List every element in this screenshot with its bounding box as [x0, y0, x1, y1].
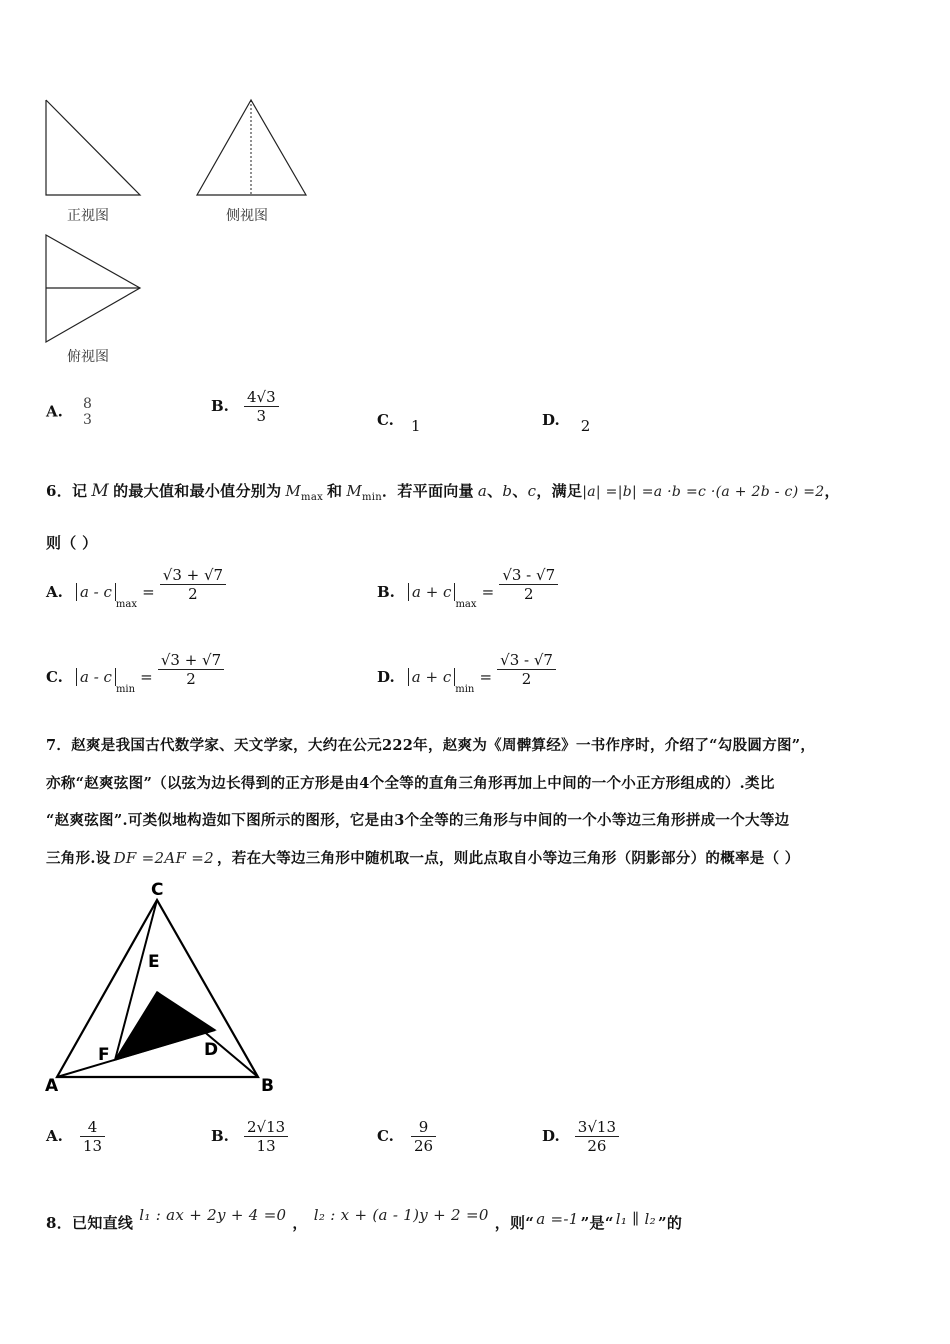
fraction: $\frac{3√13}{26}$ — [575, 1118, 619, 1155]
q7-option-d[interactable]: D. $\frac{3√13}{26}$ — [542, 1118, 619, 1155]
abs-expr: a - c — [76, 668, 116, 686]
option-letter: B. — [211, 397, 229, 415]
q6-then: 则（ ） — [46, 534, 98, 552]
fraction: $\frac{2√13}{13}$ — [244, 1118, 288, 1155]
q5-option-b[interactable] — [211, 388, 279, 425]
given-condition: DF =2AF =2 — [113, 849, 214, 867]
q6-stem: 6．记 M 的最大值和最小值分别为 $M_{max}$ 和 $M_{min}$．若平面向量 a、b、c，满足|a| =|b| =a ·b =c ·(a + 2b - c) =2， — [46, 481, 840, 503]
front-view-label: 正视图 — [67, 208, 109, 224]
label-a: A — [45, 1076, 59, 1096]
q6-option-a[interactable]: A. a - $c_{max}$ = $\frac{√3 + √7}{2}$ — [46, 566, 226, 603]
q8-stem: 8．已知直线 l₁ : ax + 2y + 4 =0 ， l₂ : x + (a - 1)y + 2 =0 ，则“ a =-1 ”是“ l₁ ∥ l₂ ”的 — [46, 1206, 683, 1232]
abs-expr: a - c — [76, 583, 116, 601]
label-f: F — [98, 1045, 110, 1065]
parallel-condition: l₁ ∥ l₂ — [615, 1210, 656, 1228]
label-d: D — [204, 1040, 219, 1060]
option-letter: C. — [377, 411, 394, 429]
fraction: $\frac{√3 - √7}{2}$ — [497, 651, 556, 688]
line-l1: l₁ : ax + 2y + 4 =0 — [139, 1206, 287, 1224]
m-max: M — [285, 482, 302, 500]
q7-line4: 三角形.设 DF =2AF =2 ，若在大等边三角形中随机取一点，则此点取自小等边三角形（阴影部分）的概率是（ ） — [46, 849, 800, 867]
zhao-shuang-figure — [40, 875, 290, 1100]
option-letter: A. — [46, 402, 63, 421]
q5-option-a[interactable] — [46, 396, 95, 428]
line-l2: l₂ : x + (a - 1)y + 2 =0 — [313, 1206, 489, 1224]
option-value: 1 — [411, 417, 421, 435]
side-view-label: 侧视图 — [226, 208, 268, 224]
condition-a: a =-1 — [536, 1210, 579, 1228]
top-view-label: 俯视图 — [67, 349, 109, 365]
option-value: 2 — [580, 417, 591, 435]
fraction: $\frac{4}{13}$ — [80, 1118, 105, 1155]
q7-option-b[interactable]: B. $\frac{2√13}{13}$ — [211, 1118, 288, 1155]
fraction: 8 3 — [82, 396, 92, 428]
front-view-figure — [40, 95, 150, 200]
abs-expr: a + c — [408, 668, 455, 686]
label-c: C — [151, 880, 164, 900]
q7-line3: “赵爽弦图”.可类似地构造如下图所示的图形，它是由3个全等的三角形与中间的一个小等边三角形拼成一个大等边 — [46, 812, 790, 829]
q7-line1: 7．赵爽是我国古代数学家、天文学家，大约在公元222年，赵爽为《周髀算经》一书作序时，介绍了“勾股圆方图”， — [46, 737, 816, 754]
condition: |a| =|b| =a ·b =c ·(a + 2b - c) =2 — [582, 484, 825, 500]
label-e: E — [148, 952, 160, 972]
side-view-figure — [190, 95, 315, 200]
label-b: B — [261, 1076, 274, 1096]
fraction: $\frac{√3 + √7}{2}$ — [158, 651, 224, 688]
fraction: $\frac{4√3}{3}$ — [244, 388, 279, 425]
q7-option-a[interactable]: A. $\frac{4}{13}$ — [46, 1118, 105, 1155]
m-min: M — [346, 482, 363, 500]
q7-line2: 亦称“赵爽弦图”（以弦为边长得到的正方形是由4个全等的直角三角形再加上中间的一个小正方形组成的）.类比 — [46, 775, 775, 792]
q7-option-c[interactable]: C. $\frac{9}{26}$ — [377, 1118, 436, 1155]
q5-option-d[interactable] — [542, 410, 591, 435]
fraction: $\frac{9}{26}$ — [411, 1118, 436, 1155]
q6-option-d[interactable]: D. $a + c_{min}$ = $\frac{√3 - √7}{2}$ — [377, 651, 556, 688]
option-letter: D. — [542, 411, 560, 429]
q5-option-c[interactable] — [377, 410, 421, 435]
q6-option-b[interactable]: B. $a + c_{max}$ = $\frac{√3 - √7}{2}$ — [377, 566, 558, 603]
q6-option-c[interactable]: C. a - $c_{min}$ = $\frac{√3 + √7}{2}$ — [46, 651, 224, 688]
var-m: M — [91, 481, 110, 501]
top-view-figure — [40, 230, 150, 345]
abs-expr: a + c — [408, 583, 455, 601]
fraction: $\frac{√3 - √7}{2}$ — [499, 566, 558, 603]
fraction: $\frac{√3 + √7}{2}$ — [160, 566, 226, 603]
